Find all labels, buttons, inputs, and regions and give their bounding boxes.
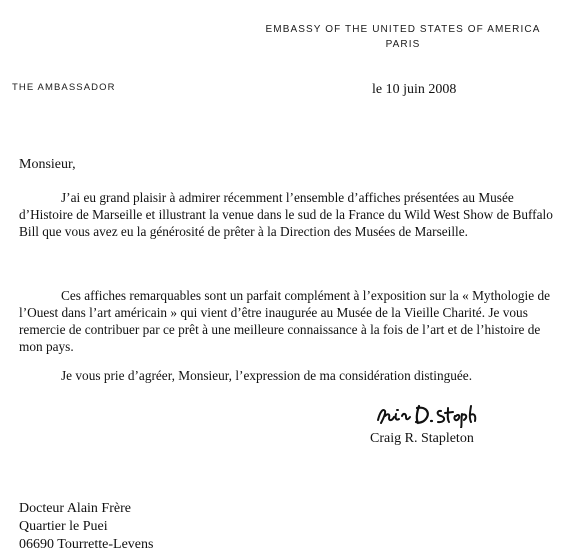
handwritten-signature-icon [375,402,500,428]
sender-title: THE AMBASSADOR [12,82,116,93]
paragraph-3 [19,367,554,384]
salutation: Monsieur, [19,157,76,172]
recipient-address [19,500,153,554]
letterhead [253,22,553,52]
paragraph-1 [19,189,554,240]
embassy-name: EMBASSY OF THE UNITED STATES OF AMERICA [265,24,541,35]
paragraph-3-text: Je vous prie d’agréer, Monsieur, l’expression de ma considération distinguée. [61,368,473,383]
signer-name: Craig R. Stapleton [370,431,474,446]
recipient-name: Docteur Alain Frère [19,501,131,516]
paragraph-2 [19,287,554,355]
paragraph-2-text: Ces affiches remarquables sont un parfait complément à l’exposition sur la « Mythologie de l’Ouest dans l’art américain » qui vient d’être inaugurée au Musée de la Vieille Charité. Je vous remercie de contribuer par ce prêt à une meilleure connaissance à la fois de l’art et de l’histoire de mon pays. [19,288,551,354]
recipient-street: Quartier le Puei [19,519,108,534]
embassy-city: PARIS [385,39,421,50]
paragraph-1-text: J’ai eu grand plaisir à admirer récemment l’ensemble d’affiches présentées au Musée d’Histoire de Marseille et illustrant la venue dans le sud de la France du Wild West Show de Buffalo Bill que vous avez eu la générosité de prêter à la Direction des Musées de Marseille. [19,190,553,239]
letter-date: le 10 juin 2008 [372,82,457,97]
recipient-city: 06690 Tourrette-Levens [19,537,154,552]
